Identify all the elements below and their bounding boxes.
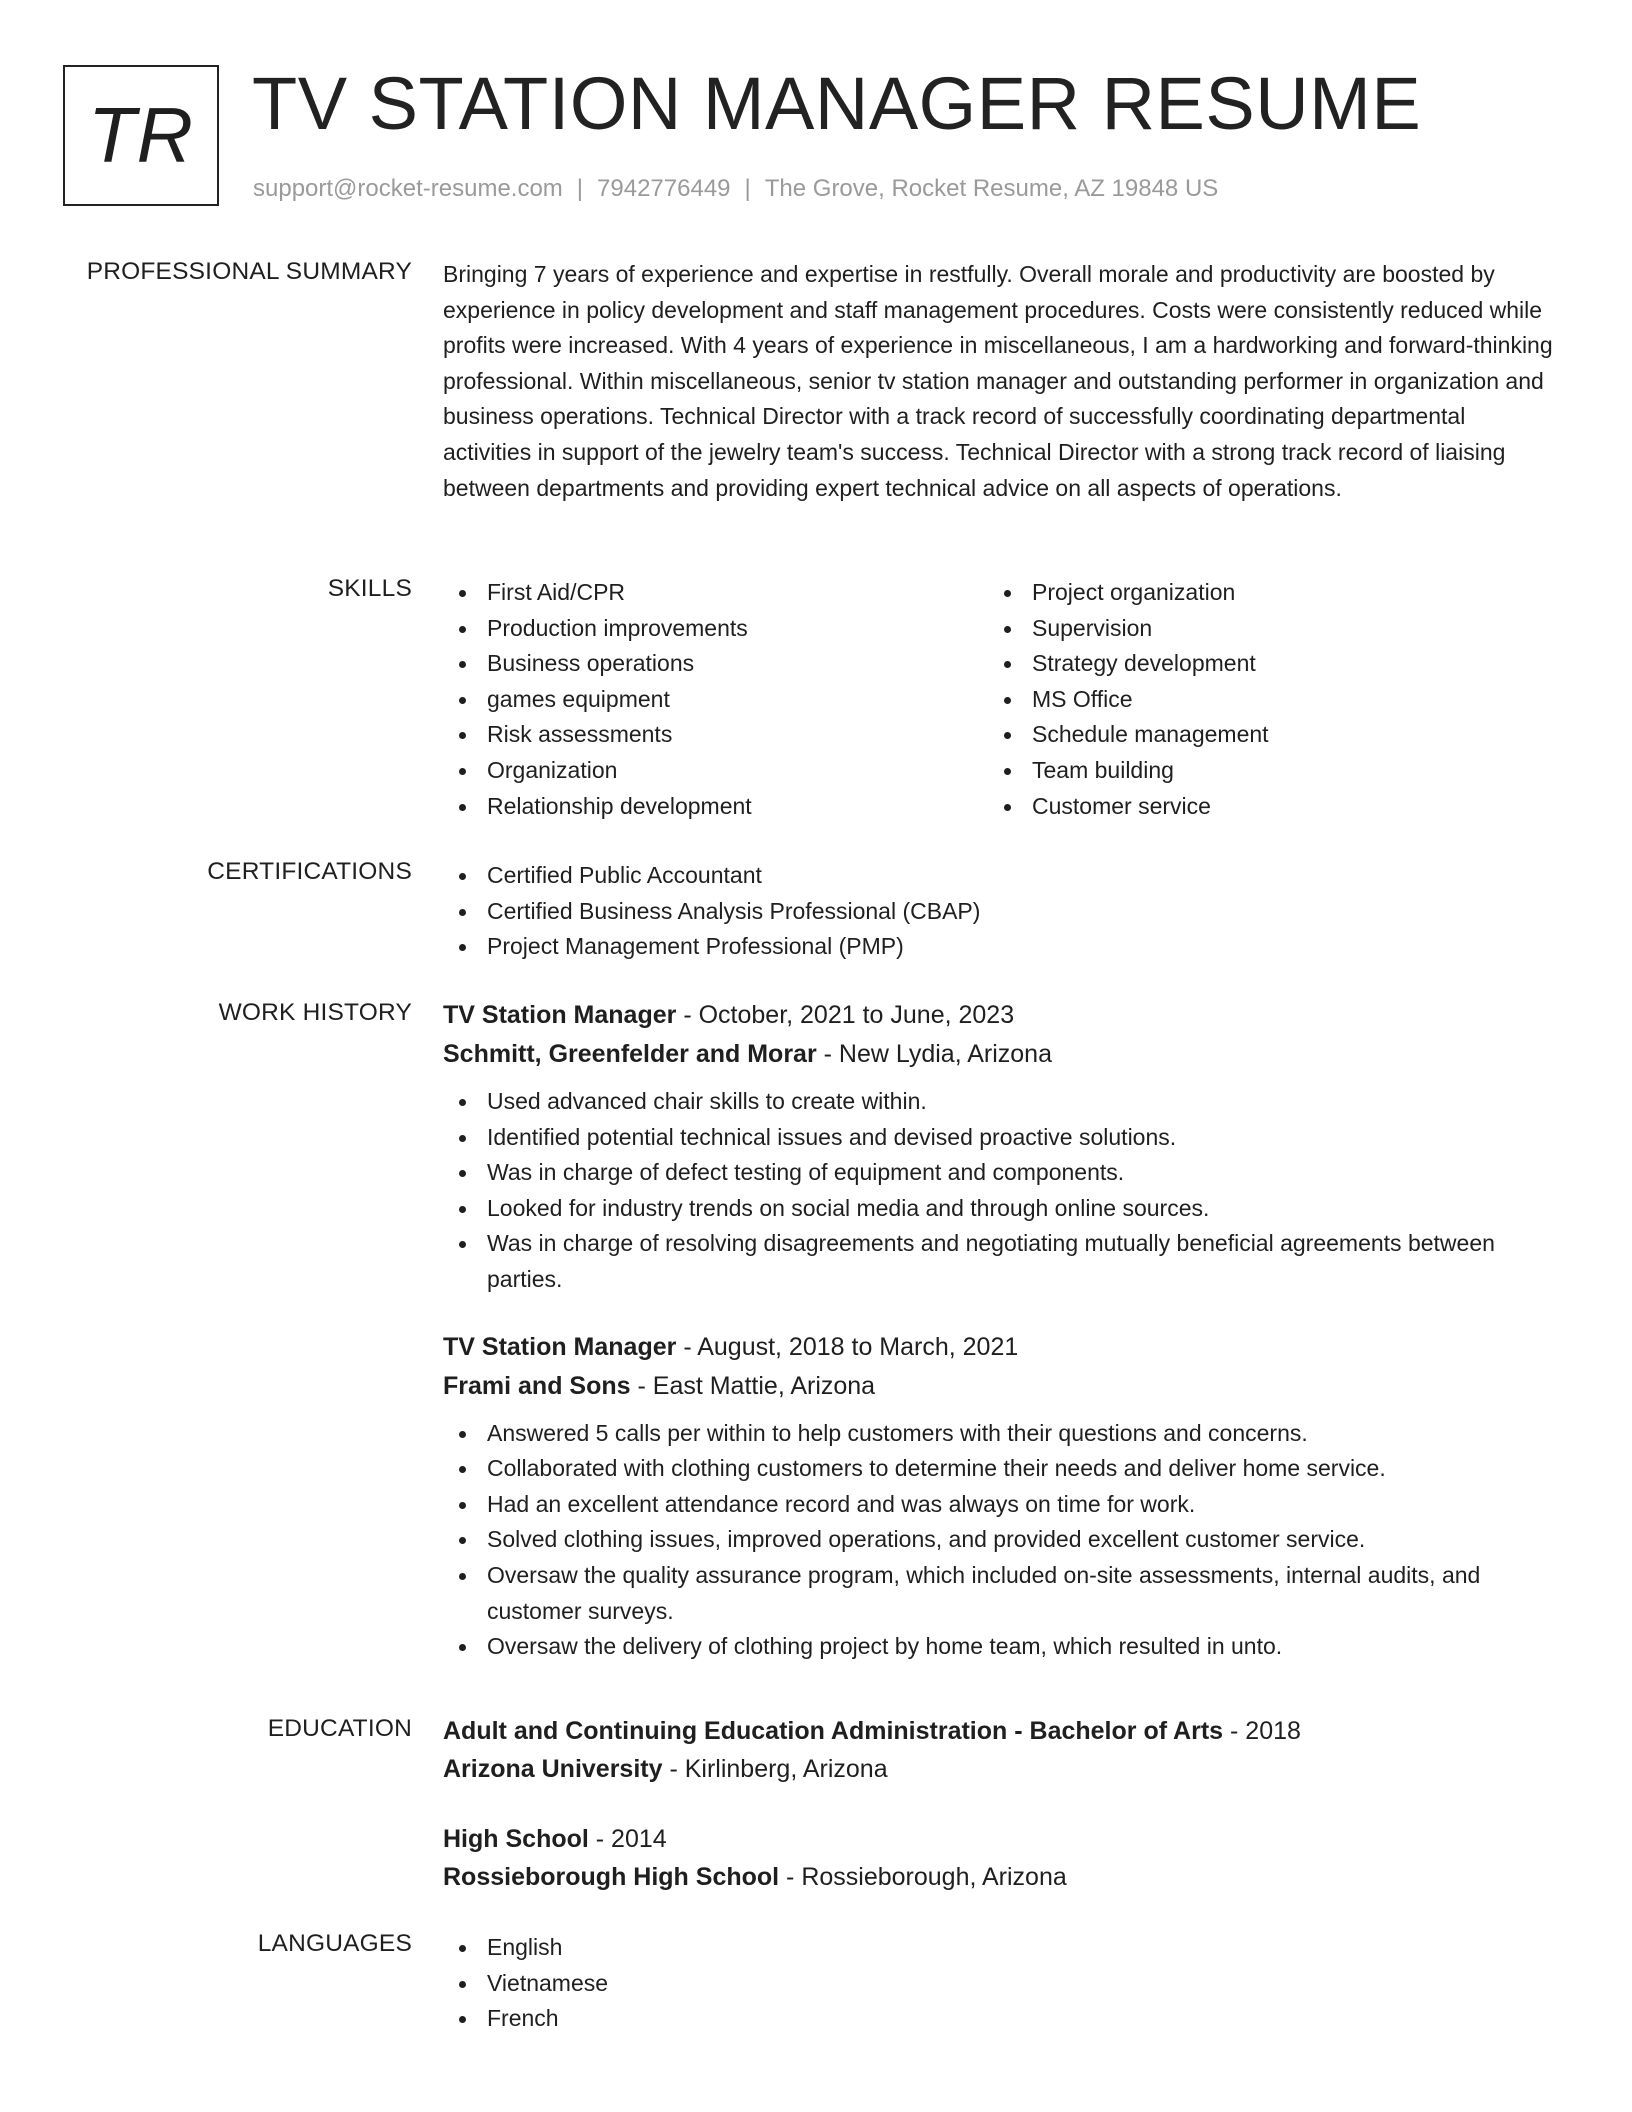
job-title-line (443, 1328, 1558, 1367)
degree-line (443, 1712, 1558, 1750)
list-item: Had an excellent attendance record and was always on time for work. (443, 1487, 1558, 1523)
list-item: Was in charge of resolving disagreements and negotiating mutually beneficial agreements between parties. (443, 1226, 1558, 1297)
job-company-line (443, 1367, 1558, 1406)
education-entry (443, 1712, 1558, 1788)
list-item: Oversaw the quality assurance program, which included on-site assessments, internal audits, and customer surveys. (443, 1558, 1558, 1629)
list-item: Organization (443, 753, 988, 789)
job-bullets (443, 1416, 1558, 1665)
list-item: Relationship development (443, 789, 988, 825)
contact-email: support@rocket-resume.com (253, 175, 563, 202)
list-item: First Aid/CPR (443, 575, 988, 611)
languages-list (443, 1930, 1558, 2037)
job-location: - New Lydia, Arizona (816, 1040, 1052, 1068)
section-label: CERTIFICATIONS (207, 858, 412, 885)
skills-columns (443, 575, 1558, 824)
list-item: MS Office (988, 682, 1533, 718)
list-item: Risk assessments (443, 717, 988, 753)
job-dates: - August, 2018 to March, 2021 (676, 1332, 1019, 1361)
contact-address: The Grove, Rocket Resume, AZ 19848 US (764, 175, 1219, 202)
section-label: SKILLS (327, 575, 412, 602)
list-item: Certified Public Accountant (443, 858, 1558, 894)
skills-list-left (443, 575, 988, 824)
job-entry (443, 996, 1558, 1298)
school-name: Rossieborough High School (443, 1863, 780, 1891)
list-item: games equipment (443, 682, 988, 718)
contact-separator: | (576, 175, 584, 202)
list-item: Customer service (988, 789, 1533, 825)
list-item: English (443, 1930, 1558, 1966)
school-name: Arizona University (443, 1755, 663, 1783)
job-title: TV Station Manager (443, 1001, 677, 1029)
list-item: French (443, 2001, 1558, 2037)
list-item: Supervision (988, 611, 1533, 647)
job-dates: - October, 2021 to June, 2023 (676, 1001, 1015, 1029)
job-company: Schmitt, Greenfelder and Morar (443, 1040, 817, 1068)
section-content (443, 996, 1558, 1665)
degree-year: - 2018 (1223, 1717, 1301, 1745)
list-item: Used advanced chair skills to create within. (443, 1084, 1558, 1120)
section-label: EDUCATION (267, 1715, 412, 1742)
job-entry (443, 1328, 1558, 1665)
section-content (443, 1712, 1558, 1896)
section-content (443, 1930, 1558, 2037)
job-title-line (443, 996, 1558, 1035)
job-company: Frami and Sons (443, 1371, 631, 1400)
list-item: Vietnamese (443, 1966, 1558, 2002)
job-bullets (443, 1084, 1558, 1298)
list-item: Solved clothing issues, improved operations, and provided excellent customer service. (443, 1522, 1558, 1558)
list-item: Production improvements (443, 611, 988, 647)
school-location: - Rossieborough, Arizona (779, 1863, 1067, 1891)
section-label: PROFESSIONAL SUMMARY (86, 258, 412, 285)
contact-phone: 7942776449 (597, 175, 731, 202)
list-item: Collaborated with clothing customers to determine their needs and deliver home service. (443, 1451, 1558, 1487)
skills-list-right (988, 575, 1533, 824)
degree-year: - 2014 (588, 1825, 667, 1853)
list-item: Certified Business Analysis Professional (CBAP) (443, 894, 1558, 930)
section-content (443, 858, 1558, 965)
list-item: Team building (988, 753, 1533, 789)
list-item: Looked for industry trends on social media and through online sources. (443, 1191, 1558, 1227)
list-item: Project Management Professional (PMP) (443, 929, 1558, 965)
list-item: Schedule management (988, 717, 1533, 753)
list-item: Strategy development (988, 646, 1533, 682)
section-content (443, 257, 1558, 506)
list-item: Answered 5 calls per within to help customers with their questions and concerns. (443, 1416, 1558, 1452)
school-location: - Kirlinberg, Arizona (662, 1755, 888, 1783)
list-item: Project organization (988, 575, 1533, 611)
contact-separator: | (744, 175, 751, 202)
resume-header (63, 62, 1572, 215)
list-item: Business operations (443, 646, 988, 682)
degree-name: Adult and Continuing Education Administration - Bachelor of Arts (443, 1717, 1224, 1745)
section-label: WORK HISTORY (218, 999, 412, 1026)
list-item: Was in charge of defect testing of equipment and components. (443, 1155, 1558, 1191)
list-item: Oversaw the delivery of clothing project by home team, which resulted in unto. (443, 1629, 1558, 1665)
degree-line (443, 1820, 1558, 1858)
job-title: TV Station Manager (443, 1332, 677, 1361)
school-line (443, 1750, 1558, 1788)
contact-line (253, 175, 1218, 203)
job-location: - East Mattie, Arizona (630, 1371, 876, 1400)
monogram-logo: TR (63, 65, 219, 206)
certifications-list (443, 858, 1558, 965)
summary-text: Bringing 7 years of experience and expertise in restfully. Overall morale and productivity are boosted by experience in policy development and staff management procedures. Costs were consistently reduced while profits were increased. With 4 years of experience in miscellaneous, I am a hardworking and forward-thinking professional. Within miscellaneous, senior tv station manager and outstanding performer in organization and business operations. Technical Director with a track record of successfully coordinating departmental activities in support of the jewelry team's success. Technical Director with a strong track record of liaising between departments and providing expert technical advice on all aspects of operations. (443, 261, 1553, 501)
list-item: Identified potential technical issues and devised proactive solutions. (443, 1120, 1558, 1156)
job-company-line (443, 1035, 1558, 1074)
education-entry (443, 1820, 1558, 1896)
page-title: TV STATION MANAGER RESUME (252, 62, 1422, 145)
degree-name: High School (443, 1825, 589, 1853)
school-line (443, 1858, 1558, 1896)
section-label: LANGUAGES (257, 1930, 412, 1957)
